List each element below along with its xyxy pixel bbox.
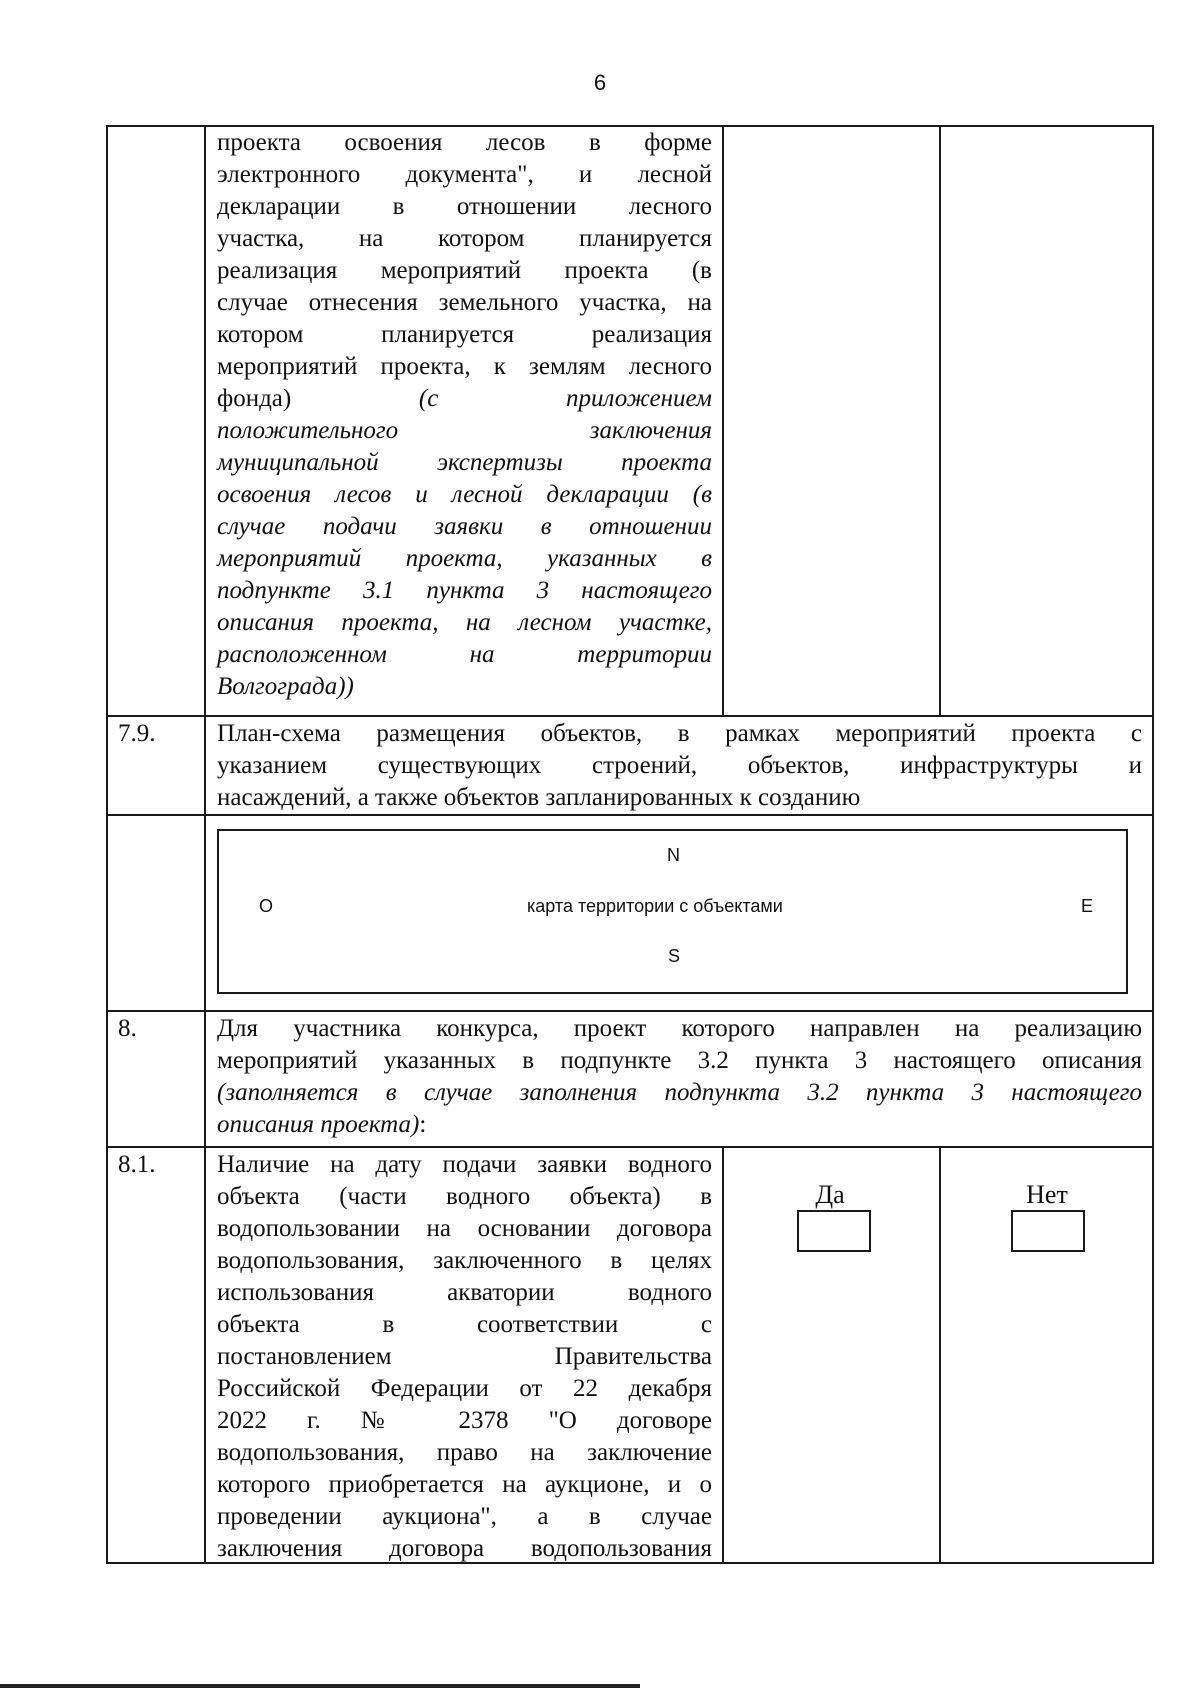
row-number-8-1: 8.1. [118,1151,156,1178]
text-line: расположенном на территории [217,641,712,668]
row-line-8 [106,1010,1154,1012]
column-divider-no-2 [939,1146,941,1564]
text-line: водопользовании на основании договора [217,1215,712,1242]
row-8-text [217,1013,1142,1141]
text-line: объекта в соответствии с [217,1311,712,1338]
no-label: Нет [1026,1180,1068,1209]
text-fragment: (с [418,385,439,412]
text-line: муниципальной экспертизы проекта [217,449,712,476]
row-7-9-text [217,718,1142,814]
text-fragment: описания проекта) [217,1111,420,1138]
text-line: Наличие на дату подачи заявки водного [217,1151,712,1178]
row-line-7-9 [106,715,1154,717]
text-fragment: приложением [566,385,712,412]
continued-row-text [217,127,712,703]
text-line: Российской Федерации от 22 декабря [217,1375,712,1402]
table-border-left [106,125,108,1564]
text-line: заключения договора водопользования [217,1535,712,1562]
text-line: положительного заключения [217,417,712,444]
row-line-8-1 [106,1146,1154,1148]
text-fragment: фонда) [217,385,292,412]
map-north-label: N [667,845,680,865]
table-border-right [1152,125,1154,1564]
map-center-label: карта территории с объектами [527,896,783,916]
text-line: случае отнесения земельного участка, на [217,289,712,316]
column-divider-yes-2 [722,1146,724,1564]
text-line: 2022 г. № 2378 "О договоре [217,1407,712,1434]
text-line: постановлением Правительства [217,1343,712,1370]
text-line: подпункте 3.1 пункта 3 настоящего [217,577,712,604]
text-line-mixed [217,383,712,415]
text-line: Волгограда)) [217,673,354,700]
map-west-label: O [259,896,274,916]
text-line: водопользования, заключенного в целях [217,1247,712,1274]
text-line: декларации в отношении лесного [217,193,712,220]
column-divider-number [204,125,206,1564]
row-8-1-text [217,1149,712,1565]
text-line: водопользования, право на заключение [217,1439,712,1466]
column-divider-no [939,125,941,715]
text-line: реализация мероприятий проекта (в [217,257,712,284]
text-line: указанием существующих строений, объектов, инфраструктуры и [217,752,1142,779]
text-line: освоения лесов и лесной декларации (в [217,481,712,508]
text-line: насаждений, а также объектов запланированных к созданию [217,784,861,811]
map-east-label: E [1081,896,1094,916]
yes-label: Да [815,1180,845,1209]
text-line: которого приобретается на аукционе, и о [217,1471,712,1498]
text-line: использования акватории водного [217,1279,712,1306]
text-line: (заполняется в случае заполнения подпункта 3.2 пункта 3 настоящего [217,1079,1142,1106]
text-line: электронного документа", и лесной [217,161,712,188]
column-divider-yes [722,125,724,715]
site-plan-map [217,829,1128,994]
text-line-last [217,1109,1142,1141]
text-line: Для участника конкурса, проект которого направлен на реализацию [217,1015,1142,1042]
page-number: 6 [593,70,607,95]
row-number-8: 8. [118,1015,137,1042]
text-line: мероприятий указанных в подпункте 3.2 пункта 3 настоящего описания [217,1047,1142,1074]
row-line-map [106,814,1154,816]
yes-checkbox[interactable] [797,1210,871,1252]
text-line: котором планируется реализация [217,321,712,348]
text-line: мероприятий проекта, к землям лесного [217,353,712,380]
row-number-7-9: 7.9. [118,720,156,747]
no-checkbox[interactable] [1011,1210,1085,1252]
text-line: случае подачи заявки в отношении [217,513,712,540]
text-fragment: : [419,1111,427,1138]
text-line: проекта освоения лесов в форме [217,129,712,156]
text-line: мероприятий проекта, указанных в [217,545,712,572]
text-line: описания проекта, на лесном участке, [217,609,712,636]
text-line: объекта (части водного объекта) в [217,1183,712,1210]
map-south-label: S [668,946,681,966]
text-line: проведении аукциона", а в случае [217,1503,712,1530]
text-line: участка, на котором планируется [217,225,712,252]
text-line: План-схема размещения объектов, в рамках мероприятий проекта с [217,720,1142,747]
scan-edge-line [0,1684,640,1688]
